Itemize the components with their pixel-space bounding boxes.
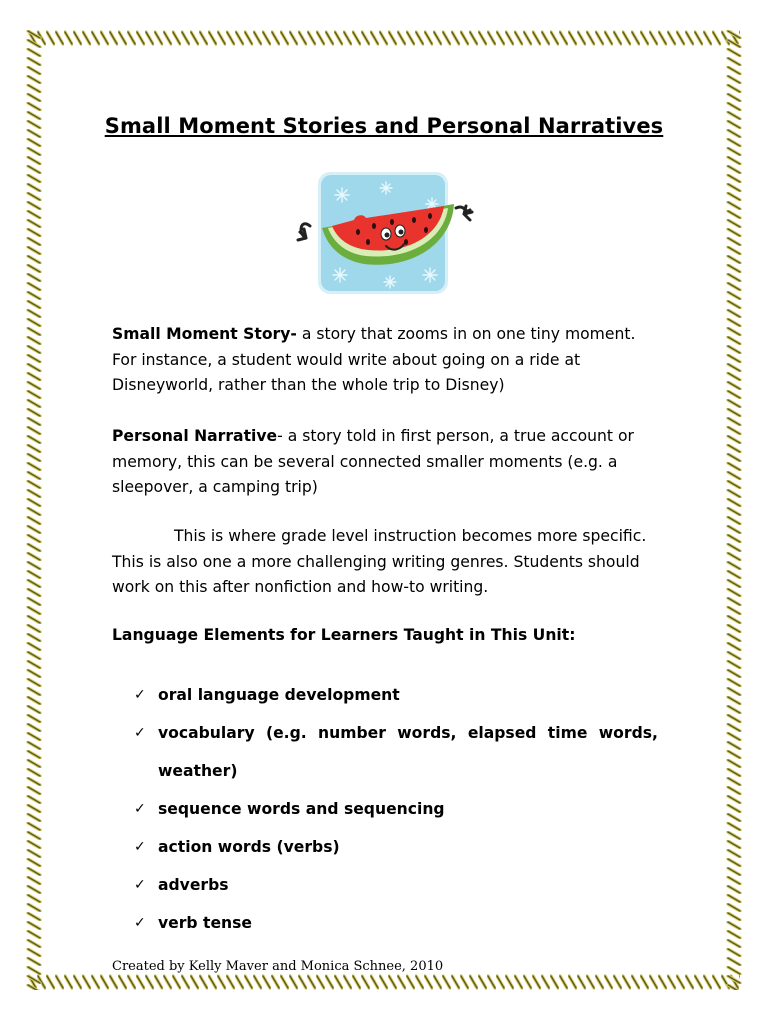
- small-moment-definition: [112, 322, 660, 399]
- term-separator: -: [277, 427, 283, 445]
- vocab-word: (e.g.: [265, 724, 307, 742]
- vocab-word: words,: [598, 724, 658, 742]
- checkmark-icon: ✓: [134, 915, 146, 931]
- language-elements-list: [134, 676, 658, 942]
- vocab-word: number: [318, 724, 386, 742]
- credit-footer: Created by Kelly Maver and Monica Schnee, 2010: [112, 959, 444, 974]
- vocab-word: vocabulary: [158, 724, 255, 742]
- vocab-word: time: [547, 724, 588, 742]
- list-item-label: adverbs: [158, 876, 229, 894]
- personal-narrative-term: Personal Narrative: [112, 427, 278, 445]
- list-item: [134, 676, 658, 714]
- list-item: [134, 790, 658, 828]
- vocab-word: words,: [397, 724, 457, 742]
- term-separator: -: [290, 325, 297, 343]
- instruction-text: This is where grade level instruction becomes more specific. This is also one a more challenging writing genres. Students should work on this after nonfiction and how-to writing.: [112, 527, 647, 596]
- list-item-label: verb tense: [158, 914, 253, 932]
- list-item: [134, 828, 658, 866]
- page-border-top: [28, 30, 740, 46]
- vocabulary-line-2: weather): [158, 762, 238, 780]
- vocab-word: elapsed: [467, 724, 537, 742]
- checkmark-icon: ✓: [134, 687, 146, 703]
- list-item: [134, 866, 658, 904]
- list-item-label: sequence words and sequencing: [158, 800, 445, 818]
- checkmark-icon: ✓: [134, 801, 146, 817]
- document-title: Small Moment Stories and Personal Narratives: [104, 114, 664, 138]
- checkmark-icon: ✓: [134, 725, 146, 741]
- page-border-bottom: [28, 974, 740, 990]
- vocabulary-line-1: [158, 714, 658, 752]
- list-item: [134, 714, 658, 790]
- personal-narrative-definition: [112, 424, 660, 501]
- personal-narrative-text: a story told in first person, a true account or memory, this can be several connected smaller moments (e.g. a sleepover, a camping trip): [112, 427, 634, 496]
- page-border-left: [26, 30, 42, 990]
- list-item-label: oral language development: [158, 686, 400, 704]
- instruction-paragraph: [112, 524, 660, 601]
- list-item-label: action words (verbs): [158, 838, 340, 856]
- small-moment-term: Small Moment Story: [112, 325, 291, 343]
- language-elements-heading: Language Elements for Learners Taught in This Unit:: [112, 626, 576, 644]
- checkmark-icon: ✓: [134, 839, 146, 855]
- checkmark-icon: ✓: [134, 877, 146, 893]
- page-border-right: [726, 30, 742, 990]
- small-moment-text: a story that zooms in on one tiny moment. For instance, a student would write about going on a ride at Disneyworld, rather than the whole trip to Disney): [112, 325, 636, 394]
- watermelon-slice-icon: [294, 168, 474, 298]
- list-item: [134, 904, 658, 942]
